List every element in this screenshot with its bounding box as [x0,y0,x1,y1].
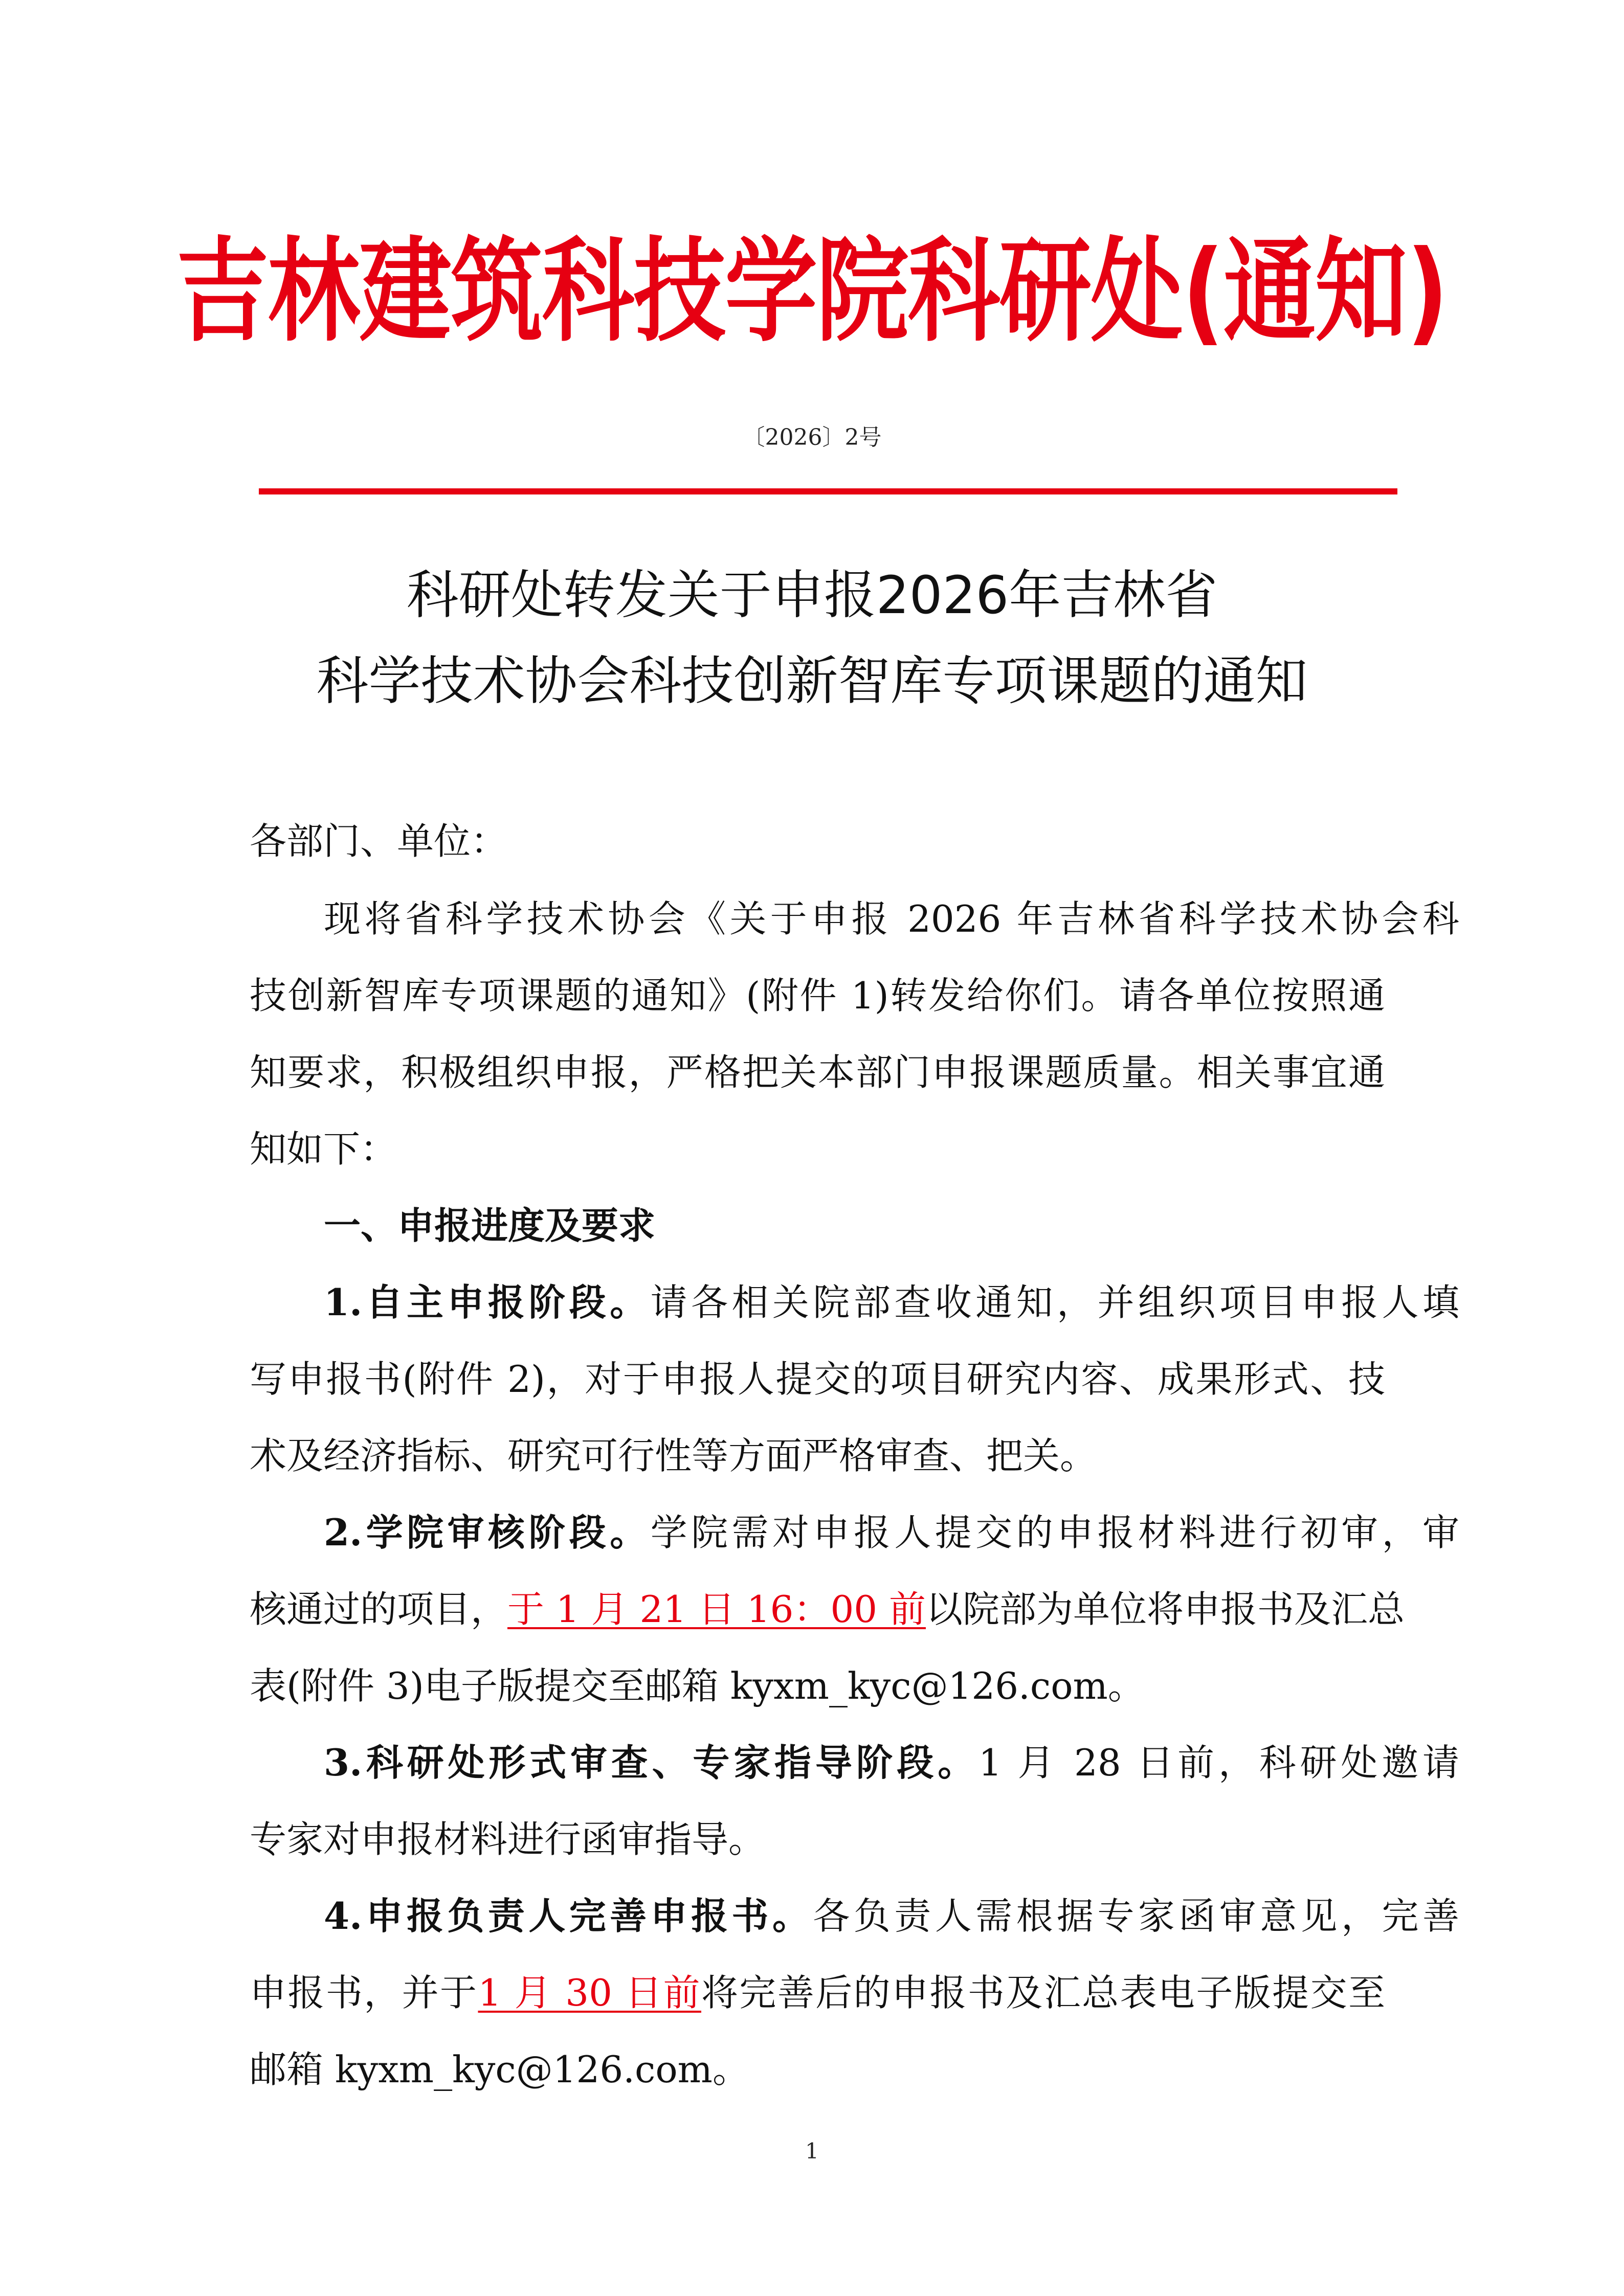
item1-text: 请各相关院部查收通知，并组织项目申报人填 [650,1281,1459,1324]
item4-deadline: 1 月 30 日前 [478,1971,702,2014]
item4-text-post: 将完善后的申报书及汇总表电子版提交至 [701,1971,1385,2014]
red-separator-rule [259,488,1397,494]
intro-line-2: 技创新智库专项课题的通知》(附件 1)转发给你们。请各单位按照通 [250,974,1385,1017]
item4-line-3: 邮箱 kyxm_kyc@126.com。 [250,2048,749,2091]
item1-line-2: 写申报书(附件 2)，对于申报人提交的项目研究内容、成果形式、技 [250,1358,1385,1401]
intro-line-4: 知如下： [250,1128,397,1170]
masthead-title: 吉林建筑科技学院科研处(通知) [176,226,1448,357]
item3-line-1 [250,1737,1459,1788]
item4-text-pre: 申报书，并于 [250,1971,478,2014]
page-number: 1 [805,2139,819,2164]
intro-line-1: 现将省科学技术协会《关于申报 2026 年吉林省科学技术协会科 [324,897,1459,940]
item2-text-post: 以院部为单位将申报书及汇总 [926,1588,1405,1631]
item2-text-pre: 核通过的项目， [250,1588,508,1631]
section-heading: 一、申报进度及要求 [324,1204,656,1247]
intro-line-3: 知要求，积极组织申报，严格把关本部门申报课题质量。相关事宜通 [250,1051,1385,1094]
notice-title-line-2: 科学技术协会科技创新智库专项课题的通知 [316,651,1308,712]
item1-line-3: 术及经济指标、研究可行性等方面严格审查、把关。 [250,1434,1097,1477]
item4-line-2 [250,1967,1385,2018]
salutation: 各部门、单位： [250,820,508,863]
item4-label: 4.申报负责人完善申报书。 [324,1894,813,1938]
notice-title-line-1: 科研处转发关于申报2026年吉林省 [406,565,1218,626]
item4-line-1 [250,1890,1459,1942]
item2-line-2 [250,1584,1405,1635]
item3-label: 3.科研处形式审查、专家指导阶段。 [324,1741,979,1784]
item4-text: 各负责人需根据专家函审意见，完善 [813,1895,1459,1938]
item2-label: 2.学院审核阶段。 [324,1511,651,1554]
item2-deadline: 于 1 月 21 日 16：00 前 [507,1588,926,1631]
item3-text: 1 月 28 日前，科研处邀请 [978,1741,1459,1784]
document-number: 〔2026〕2号 [742,424,882,451]
item2-line-1 [250,1507,1459,1558]
item3-line-2: 专家对申报材料进行函审指导。 [250,1818,766,1861]
item2-text: 学院需对申报人提交的申报材料进行初审，审 [650,1511,1459,1554]
item1-label: 1.自主申报阶段。 [324,1280,651,1324]
item1-line-1 [250,1277,1459,1328]
item2-line-3: 表(附件 3)电子版提交至邮箱 kyxm_kyc@126.com。 [250,1664,1145,1707]
